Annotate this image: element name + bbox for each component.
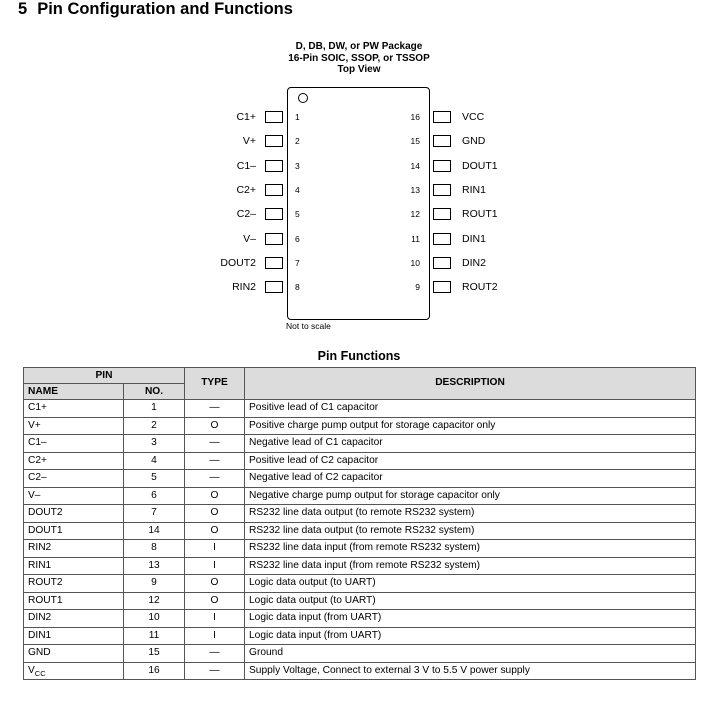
cell-type: — (185, 645, 245, 663)
cell-description: Logic data input (from UART) (245, 627, 696, 645)
cell-description: RS232 line data output (to remote RS232 system) (245, 505, 696, 523)
cell-description: Positive lead of C1 capacitor (245, 400, 696, 418)
pin-pad (265, 257, 283, 269)
pin-number-right: 9 (415, 282, 420, 293)
table-row (24, 627, 696, 645)
pin-number-left: 2 (295, 136, 300, 147)
cell-name (24, 662, 124, 680)
cell-no: 3 (124, 435, 185, 453)
cell-name: RIN1 (24, 557, 124, 575)
cell-name: C1+ (24, 400, 124, 418)
table-row (24, 662, 696, 680)
table-row (24, 400, 696, 418)
pin-label-right: GND (462, 135, 486, 148)
cell-description: Ground (245, 645, 696, 663)
pin-pad (433, 160, 451, 172)
pin-label-right: VCC (462, 111, 485, 123)
table-body (24, 400, 696, 680)
table-row (24, 540, 696, 558)
cell-type: O (185, 522, 245, 540)
header-pin: PIN (24, 368, 185, 384)
cell-type: O (185, 592, 245, 610)
cell-name: GND (24, 645, 124, 663)
pin-label-right: DIN2 (462, 256, 486, 269)
pin-pad (265, 208, 283, 220)
table-title: Pin Functions (317, 349, 401, 363)
cell-description: RS232 line data input (from remote RS232 system) (245, 557, 696, 575)
cell-no: 8 (124, 540, 185, 558)
cell-no: 4 (124, 452, 185, 470)
table-row (24, 645, 696, 663)
cell-type: — (185, 662, 245, 680)
table-row (24, 610, 696, 628)
cell-no: 14 (124, 522, 185, 540)
pin-pad (265, 160, 283, 172)
header-no: NO. (124, 384, 185, 400)
pin-label-left: C1– (236, 159, 256, 172)
pin-number-right: 12 (410, 209, 420, 220)
cell-name: C2+ (24, 452, 124, 470)
pin-label-left: C2+ (236, 183, 256, 196)
pin-number-right: 16 (410, 112, 420, 122)
cell-name: DOUT2 (24, 505, 124, 523)
pin-pad (433, 208, 451, 220)
package-line-1: D, DB, DW, or PW Package (295, 41, 423, 52)
section-heading (18, 0, 293, 19)
cell-type: O (185, 575, 245, 593)
cell-description: Negative lead of C1 capacitor (245, 435, 696, 453)
table-row (24, 452, 696, 470)
cell-type: O (185, 417, 245, 435)
table-row (24, 487, 696, 505)
pin-number-left: 3 (295, 160, 300, 171)
cell-description: Supply Voltage, Connect to external 3 V to 5.5 V power supply (245, 662, 696, 680)
cell-type: O (185, 487, 245, 505)
pin-label-right: ROUT2 (462, 281, 498, 294)
table-row (24, 417, 696, 435)
pin-pad (265, 111, 283, 123)
pin-functions-table (23, 367, 696, 680)
pin-number-left: 7 (295, 257, 300, 268)
section-number: 5 (18, 0, 28, 18)
cell-description: Positive charge pump output for storage capacitor only (245, 417, 696, 435)
table-row (24, 435, 696, 453)
cell-type: I (185, 627, 245, 645)
cell-no: 15 (124, 645, 185, 663)
cell-description: Logic data output (to UART) (245, 592, 696, 610)
cell-no: 7 (124, 505, 185, 523)
pin-number-right: 15 (410, 136, 420, 147)
cell-no: 10 (124, 610, 185, 628)
pin-number-left: 6 (295, 233, 300, 244)
table-row (24, 522, 696, 540)
cell-no: 12 (124, 592, 185, 610)
cell-description: Logic data input (from UART) (245, 610, 696, 628)
pin-label-left: C1+ (236, 111, 256, 123)
pin-pad (265, 135, 283, 147)
cell-no: 2 (124, 417, 185, 435)
header-name: NAME (24, 384, 124, 400)
pin-number-right: 13 (410, 184, 420, 195)
pin-pad (433, 184, 451, 196)
pin-number-left: 8 (295, 282, 300, 293)
pin-label-left: C2– (236, 208, 256, 221)
cell-type: O (185, 505, 245, 523)
pin-label-right: DIN1 (462, 232, 486, 245)
cell-name: DIN2 (24, 610, 124, 628)
pin-pad (433, 257, 451, 269)
pin-pad (265, 184, 283, 196)
pin-label-left: DOUT2 (220, 256, 256, 269)
package-caption (259, 41, 459, 76)
pin-label-left: V+ (242, 135, 256, 148)
pin1-indicator-icon (298, 93, 308, 103)
cell-no: 5 (124, 470, 185, 488)
pin-pad (433, 281, 451, 293)
cell-type: — (185, 435, 245, 453)
table-row (24, 575, 696, 593)
pin-number-right: 14 (410, 160, 420, 171)
section-title: Pin Configuration and Functions (37, 0, 293, 18)
cell-no: 9 (124, 575, 185, 593)
pin-number-right: 11 (411, 233, 420, 244)
cell-no: 11 (124, 627, 185, 645)
cell-type: I (185, 540, 245, 558)
table-row (24, 592, 696, 610)
cell-name: C2– (24, 470, 124, 488)
cell-type: I (185, 557, 245, 575)
cell-description: Negative lead of C2 capacitor (245, 470, 696, 488)
cell-name: DOUT1 (24, 522, 124, 540)
pin-label-left: RIN2 (232, 281, 256, 294)
scale-note: Not to scale (286, 321, 331, 331)
pin-number-right: 10 (410, 257, 420, 268)
cell-type: — (185, 400, 245, 418)
pin-label-right: DOUT1 (462, 159, 498, 172)
cell-no: 13 (124, 557, 185, 575)
cell-name: V+ (24, 417, 124, 435)
pin-pad (265, 233, 283, 245)
pin-label-left: V– (243, 232, 256, 245)
cell-name: V– (24, 487, 124, 505)
pin-label-right: ROUT1 (462, 208, 498, 221)
package-line-2: 16-Pin SOIC, SSOP, or TSSOP (288, 52, 430, 64)
cell-no: 16 (124, 662, 185, 680)
cell-type: — (185, 470, 245, 488)
cell-no: 6 (124, 487, 185, 505)
package-line-3: Top View (337, 64, 381, 75)
pin-label-right: RIN1 (462, 183, 486, 196)
pin-pad (433, 135, 451, 147)
header-type: TYPE (185, 368, 245, 400)
cell-name: DIN1 (24, 627, 124, 645)
cell-description: RS232 line data output (to remote RS232 system) (245, 522, 696, 540)
vcc-main: V (28, 664, 35, 676)
cell-description: RS232 line data input (from remote RS232 system) (245, 540, 696, 558)
cell-name: ROUT1 (24, 592, 124, 610)
cell-name: C1– (24, 435, 124, 453)
pin-pad (433, 111, 451, 123)
cell-no: 1 (124, 400, 185, 418)
cell-name: RIN2 (24, 540, 124, 558)
pin-number-left: 4 (295, 184, 300, 195)
cell-type: I (185, 610, 245, 628)
pin-number-left: 1 (295, 112, 300, 122)
table-row (24, 505, 696, 523)
pin-number-left: 5 (295, 209, 300, 220)
cell-name: ROUT2 (24, 575, 124, 593)
cell-description: Logic data output (to UART) (245, 575, 696, 593)
pin-pad (433, 233, 451, 245)
header-description: DESCRIPTION (245, 368, 696, 400)
cell-description: Negative charge pump output for storage capacitor only (245, 487, 696, 505)
table-row (24, 470, 696, 488)
cell-type: — (185, 452, 245, 470)
table-row (24, 557, 696, 575)
cell-description: Positive lead of C2 capacitor (245, 452, 696, 470)
vcc-subscript: CC (34, 668, 46, 678)
pin-pad (265, 281, 283, 293)
